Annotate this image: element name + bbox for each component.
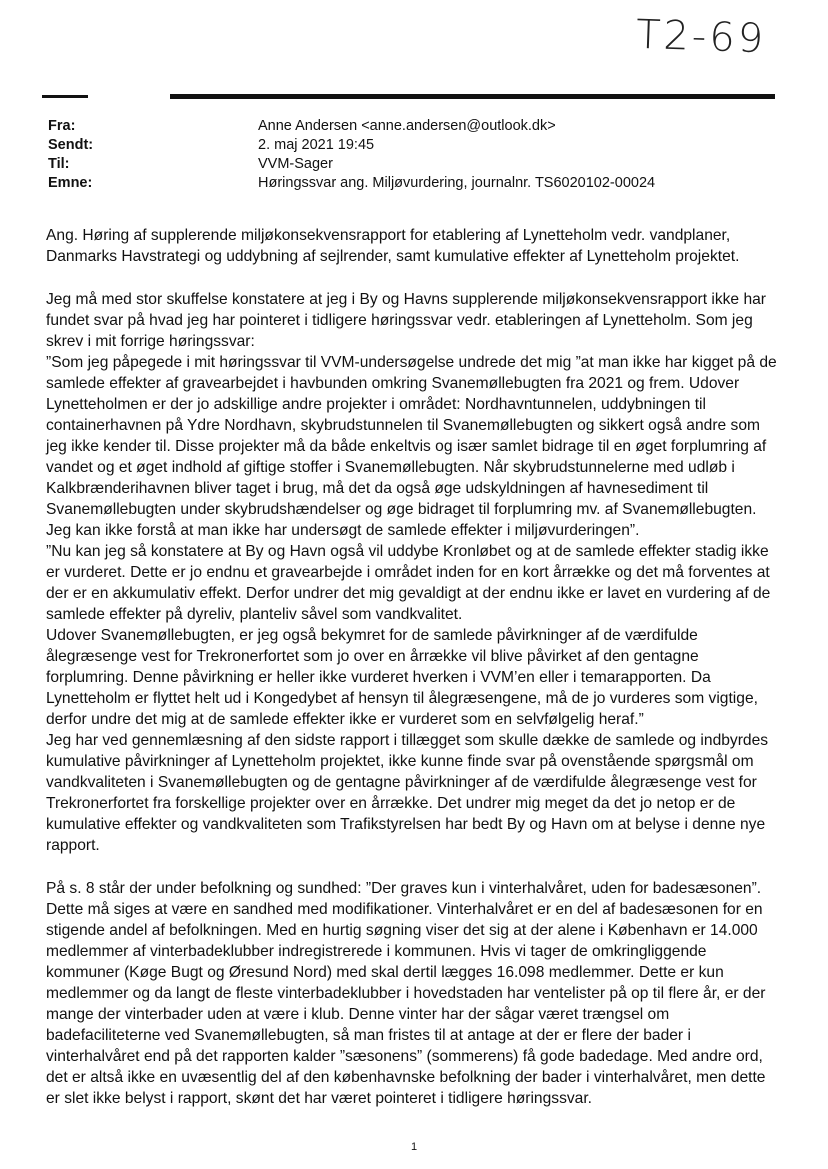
to-row bbox=[48, 155, 655, 174]
header-rule-short bbox=[42, 95, 88, 98]
sent-row bbox=[48, 136, 655, 155]
email-body bbox=[46, 225, 782, 1109]
from-value: Anne Andersen <anne.andersen@outlook.dk> bbox=[258, 118, 556, 134]
sent-value: 2. maj 2021 19:45 bbox=[258, 137, 375, 153]
header-rule-long bbox=[170, 94, 775, 99]
quoted-paragraph: Udover Svanemøllebugten, er jeg også bekymret for de samlede påvirkninger af de værdifulde ålegræsenge vest for Trekronerfortet som jo over en årrække vil blive påvirket af den gentagne forplumring. Denne påvirkning er heller ikke vurderet hverken i VVM’en eller i temarapporten. Da Lynetteholm er flyttet helt ud i Kongedybet af hensyn til ålegræsengene, må de jo vurderes som vigtige, derfor undre det mig at de samlede effekter ikke er vurderet som en selvfølgelig heraf.” bbox=[46, 627, 758, 728]
subject-value: Høringssvar ang. Miljøvurdering, journalnr. TS6020102-00024 bbox=[258, 175, 656, 191]
intro-paragraph: Ang. Høring af supplerende miljøkonsekvensrapport for etablering af Lynetteholm vedr. vandplaner, Danmarks Havstrategi og uddybning af sejlrender, samt kumulative effekter af Lynetteholm projektet. bbox=[46, 227, 740, 265]
to-value: VVM-Sager bbox=[258, 156, 333, 172]
quoted-paragraph: ”Nu kan jeg så konstatere at By og Havn også vil uddybe Kronløbet og at de samlede effekter stadig ikke er vurderet. Dette er jo endnu et gravearbejde i området inden for en kort årrække og det må forventes at der er en akkumulativ effekt. Derfor undrer det mig gevaldigt at der endnu ikke er lavet en vurdering af de samlede effekter på dyreliv, planteliv såvel som vandkvalitet. bbox=[46, 543, 771, 623]
page-number: 1 bbox=[410, 1141, 418, 1153]
email-header bbox=[48, 117, 655, 193]
from-row bbox=[48, 117, 655, 136]
handwritten-reference-number: T2-69 bbox=[635, 11, 767, 63]
sent-label: Sendt: bbox=[48, 137, 94, 153]
subject-row bbox=[48, 174, 655, 193]
subject-label: Emne: bbox=[48, 175, 93, 191]
to-label: Til: bbox=[48, 156, 70, 172]
paragraph: Jeg har ved gennemlæsning af den sidste rapport i tillægget som skulle dække de samlede og indbyrdes kumulative påvirkninger af Lynetteholm projektet, ikke kunne finde svar på ovenstående spørgsmål om vandkvaliteten i Svanemøllebugten og de gentagne påvirkninger af de værdifulde ålegræsenge vest for Trekronerfortet fra forskellige projekter over en årrække. Det undrer mig meget da det jo netop er de kumulative effekter og vandkvaliteten som Trafikstyrelsen har bedt By og Havn om at belyse i denne nye rapport. bbox=[46, 732, 769, 854]
paragraph: På s. 8 står der under befolkning og sundhed: ”Der graves kun i vinterhalvåret, uden for badesæsonen”. Dette må siges at være en sandhed med modifikationer. Vinterhalvåret er en del af badesæsonen for en stigende andel af befolkningen. Med en hurtig søgning viser det sig at der alene i København er 14.000 medlemmer af vinterbadeklubber indregistrerede i kommunen. Hvis vi tager de omkringliggende kommuner (Køge Bugt og Øresund Nord) med skal dertil lægges 16.098 medlemmer. Dette er kun medlemmer og da langt de fleste vinterbadeklubber i hovedstaden har ventelister på op til flere år, er der mange der vinterbader uden at være i klub. Denne vinter har der sågar været trængsel om badefaciliteterne ved Svanemøllebugten, så man fristes til at antage at der er flere der bader i vinterhalvåret end på det rapporten kalder ”sæsonens” (sommerens) få gode badedage. Med andre ord, det er altså ikke en uvæsentlig del af den københavnske befolkning der bader i vinterhalvåret, men dette er slet ikke belyst i rapport, skønt det har været pointeret i tidligere høringssvar. bbox=[46, 880, 766, 1107]
quoted-paragraph: ”Som jeg påpegede i mit høringssvar til VVM-undersøgelse undrede det mig ”at man ikke har kigget på de samlede effekter af gravearbejdet i havbunden omkring Svanemøllebugten fra 2021 og frem. Udover Lynetteholmen er der jo adskillige andre projekter i området: Nordhavntunnelen, uddybningen til containerhavnen på Ydre Nordhavn, skybrudstunnelen til Svanemøllebugten og sikkert også andre som jeg ikke kender til. Disse projekter må da både enkeltvis og især samlet bidrage til en øget forplumring af vandet og et øget indhold af giftige stoffer i Svanemøllebugten. Når skybrudstunnelerne med udløb i Kalkbrænderihavnen bliver taget i brug, må det da også øge udskyldningen af havnesediment til Svanemøllebugten under skybrudshændelser og øge bidraget til forplumring mv. af Svanemøllebugten. Jeg kan ikke forstå at man ikke har undersøgt de samlede effekter i miljøvurderingen”. bbox=[46, 354, 777, 539]
from-label: Fra: bbox=[48, 118, 76, 134]
paragraph: Jeg må med stor skuffelse konstatere at jeg i By og Havns supplerende miljøkonsekvensrapport ikke har fundet svar på hvad jeg har pointeret i tidligere høringssvar vedr. etableringen af Lynetteholm. Som jeg skrev i mit forrige høringssvar: bbox=[46, 291, 766, 350]
